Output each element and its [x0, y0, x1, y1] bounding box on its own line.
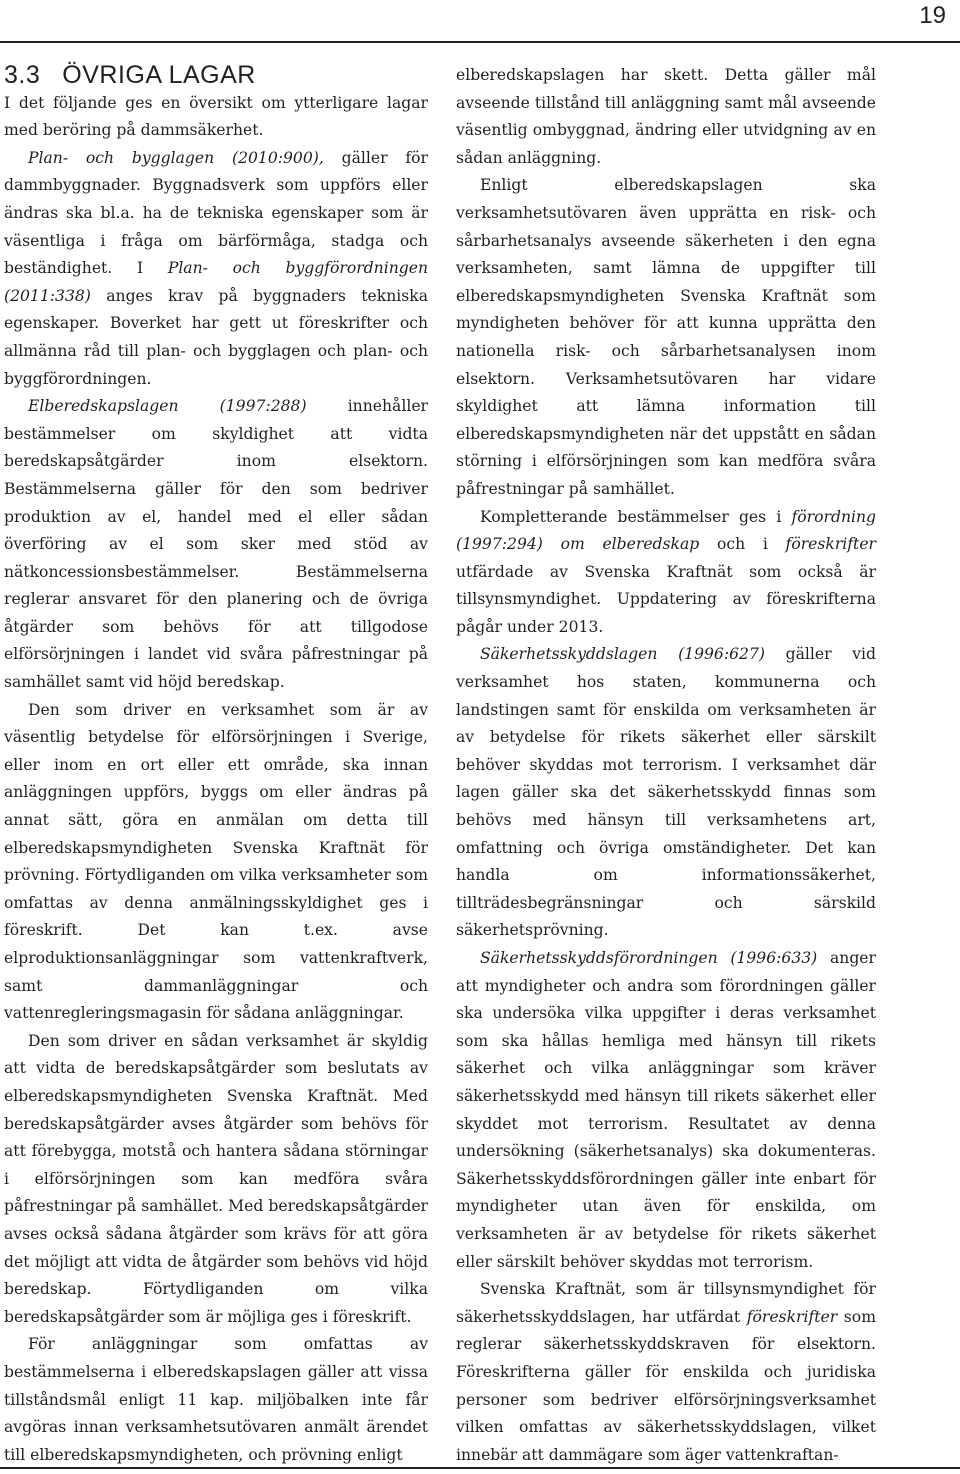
law-name: Säkerhetsskyddslagen (1996:627) [480, 645, 765, 664]
right-column [456, 62, 876, 1469]
section-heading [4, 62, 428, 90]
header-rule [0, 41, 960, 43]
paragraph-text: Kompletterande bestämmelser ges i [480, 507, 792, 526]
left-column [4, 62, 428, 1469]
sakerhetsskyddsforordningen-paragraph [456, 945, 876, 1276]
footer-rule [0, 1467, 960, 1469]
paragraph-text: anges krav på byggnaders tekniska egenskaper. Boverket har gett ut föreskrifter och allmänna råd till plan- och bygglagen och plan- och byggförordningen. [4, 286, 428, 388]
paragraph-text: gäller för dammbyggnader. Byggnadsverk som uppförs eller ändras ska bl.a. ha de tekniska egenskaper som är väsentliga i fråga om bärförmåga, stadga och beständighet. I [4, 148, 428, 278]
law-name: Plan- och byggförordningen (2011:338) [4, 259, 428, 305]
anmalan-paragraph: Den som driver en verksamhet som är av väsentlig betydelse för elförsörjningen i Sverige, eller inom en ort eller ett område, ska innan anläggningen uppförs, byggs om eller ändras på annat sätt, göra en anmälan om detta till elberedskapsmyndigheten Svenska Kraftnät för prövning. Förtydliganden om vilka verksamheter som omfattas av denna anmälningsskyldighet ges i föreskrift. Det kan t.ex. avse elproduktionsanläggningar som vattenkraftverk, samt dammanläggningar och vattenregleringsmagasin för sådana anläggningar. [4, 700, 428, 1023]
page-number: 19 [919, 2, 946, 29]
plan-bygglagen-paragraph [4, 145, 428, 393]
beredskapsatgarder-paragraph: Den som driver en sådan verksamhet är skyldig att vidta de beredskapsåtgärder som beslutats av elberedskapsmyndigheten Svenska Kraftnät. Med beredskapsåtgärder avses åtgärder som behövs för att förebygga, motstå och hantera sådana störningar i elförsörjningen som kan medföra svåra påfrestningar på samhället. Med beredskapsåtgärder avses också sådana åtgärder som krävs för att göra det möjligt att vidta de åtgärder som behövs vid höjd beredskap. Förtydliganden om vilka beredskapsåtgärder som är möjliga ges i föreskrift. [4, 1031, 428, 1326]
section-number: 3.3 [4, 61, 41, 89]
paragraph-text: utfärdade av Svenska Kraftnät som också är tillsynsmyndighet. Uppdatering av föreskrifterna pågår under 2013. [456, 562, 876, 636]
law-name: Säkerhetsskyddsförordningen (1996:633) [480, 949, 818, 967]
sakerhetsskyddslagen-paragraph [456, 641, 876, 945]
intro-paragraph: I det följande ges en översikt om ytterligare lagar med beröring på dammsäkerhet. [4, 93, 428, 140]
paragraph-text: som reglerar säkerhetsskyddskraven för elsektorn. Föreskrifterna gäller för enskilda och juridiska personer som bedriver elförsörjningsverksamhet vilken omfattas av säkerhetsskyddslagen, vilket innebär att dammägare som äger vattenkraftan- [456, 1307, 876, 1464]
tillstandsmal-paragraph: För anläggningar som omfattas av bestämmelserna i elberedskapslagen gäller att vissa tillståndsmål enligt 11 kap. miljöbalken inte får avgöras innan verksamhetsutövaren anmält ärendet till elberedskapsmyndigheten, och prövning enligt [4, 1335, 428, 1464]
law-name: Elberedskapslagen (1997:288) [28, 397, 307, 416]
law-name: Plan- och bygglagen (2010:900), [28, 148, 324, 167]
svenska-kraftnat-paragraph [456, 1276, 876, 1469]
regulation-name: föreskrifter [785, 535, 877, 554]
paragraph-text: Svenska Kraftnät, som är tillsynsmyndighet för säkerhetsskyddslagen, har utfärdat [456, 1280, 876, 1326]
regulation-name: föreskrifter [746, 1307, 838, 1326]
regulation-name: förordning (1997:294) om elberedskap [456, 507, 876, 554]
continued-paragraph: elberedskapslagen har skett. Detta gäller mål avseende tillstånd till anläggning samt mål avseende väsentlig ombyggnad, ändring eller utvidgning av en sådan anläggning. [456, 66, 876, 167]
paragraph-text: anger att myndigheter och andra som förordningen gäller ska undersöka vilka uppgifter i deras verksamhet som ska hållas hemliga med hänsyn till rikets säkerhet och vilka anläggningar som kräver säkerhetsskydd med hänsyn till rikets säkerhet eller skyddet mot terrorism. Resultatet av denna undersökning (säkerhetsanalys) ska dokumenteras. Säkerhetsskyddsförordningen gäller inte enbart för myndigheter utan även för enskilda, om verksamheten är av betydelse för rikets säkerhet eller särskilt behöver skyddas mot terrorism. [456, 949, 876, 1271]
section-title: ÖVRIGA LAGAR [62, 61, 256, 89]
kompletterande-paragraph [456, 504, 876, 642]
paragraph-text: gäller vid verksamhet hos staten, kommunerna och landstingen samt för enskilda om verksamheten är av betydelse för rikets säkerhet eller särskilt behöver skyddas mot terrorism. I verksamhet där lagen gäller ska det säkerhetsskydd finnas som behövs med hänsyn till verksamhetens art, omfattning och övriga omständigheter. Det kan handla om informationssäkerhet, tillträdesbegränsningar och särskild säkerhetsprövning. [456, 645, 876, 940]
paragraph-text: och i [699, 535, 786, 554]
paragraph-text: innehåller bestämmelser om skyldighet att vidta beredskapsåtgärder inom elsektorn. Bestämmelserna gäller för den som bedriver produktion av el, handel med el eller sådan överföring av el som sker med stöd av nätkoncessionsbestämmelser. Bestämmelserna reglerar ansvaret för den planering och de övriga åtgärder som behövs för att tillgodose elförsörjningen i landet vid svåra påfrestningar på samhället samt vid höjd beredskap. [4, 397, 428, 692]
elberedskapslagen-paragraph [4, 393, 428, 697]
risk-analys-paragraph: Enligt elberedskapslagen ska verksamhetsutövaren även upprätta en risk- och sårbarhetsanalys avseende säkerheten i den egna verksamheten, samt lämna de uppgifter till elberedskapsmyndigheten Svenska Kraftnät som myndigheten behöver för att kunna upprätta den nationella risk- och sårbarhetsanalysen inom elsektorn. Verksamhetsutövaren har vidare skyldighet att lämna information till elberedskapsmyndigheten när det uppstått en sådan störning i elförsörjningen som kan medföra svåra påfrestningar på samhället. [456, 176, 876, 498]
